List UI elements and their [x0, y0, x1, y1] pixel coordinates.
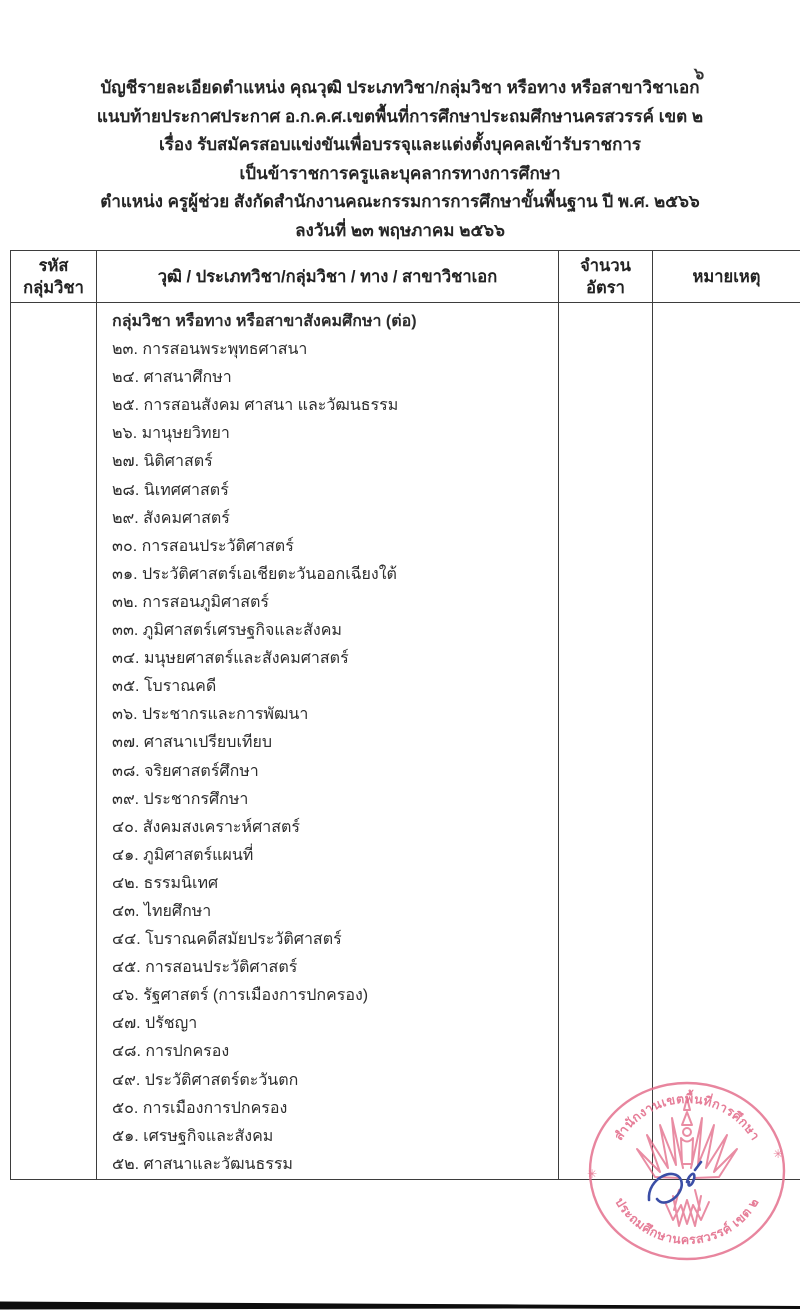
stamp-star-left-icon: ✳ [587, 1167, 598, 1181]
official-seal-stamp [577, 1078, 797, 1270]
subject-item: ๕๒. ศาสนาและวัฒนธรรม [112, 1155, 293, 1173]
header-line-1: บัญชีรายละเอียดตำแหน่ง คุณวุฒิ ประเภทวิชา/กลุ่มวิชา หรือทาง หรือสาขาวิชาเอก [100, 78, 700, 97]
col-header-count-line2: อัตรา [586, 278, 625, 297]
subject-item: ๓๙. ประชากรศึกษา [112, 790, 249, 808]
subject-item: ๒๔. ศาสนาศึกษา [112, 369, 232, 387]
subject-item: ๕๑. เศรษฐกิจและสังคม [112, 1127, 274, 1145]
group-title: กลุ่มวิชา หรือทาง หรือสาขาสังคมศึกษา (ต่อ) [112, 313, 417, 330]
col-header-count [559, 251, 653, 302]
header-line-6: ลงวันที่ ๒๓ พฤษภาคม ๒๕๖๖ [295, 220, 505, 240]
col-header-remarks: หมายเหตุ [692, 267, 761, 286]
subject-item: ๓๓. ภูมิศาสตร์เศรษฐกิจและสังคม [112, 622, 342, 640]
subject-item: ๔๙. ประวัติศาสตร์ตะวันตก [112, 1071, 299, 1089]
header-line-3: เรื่อง รับสมัครสอบแข่งขันเพื่อบรรจุและแต่งตั้งบุคคลเข้ารับราชการ [158, 135, 642, 154]
subject-item: ๒๕. การสอนสังคม ศาสนา และวัฒนธรรม [112, 397, 399, 415]
document-header [0, 74, 800, 245]
subject-item: ๔๗. ปรัชญา [112, 1015, 198, 1033]
col-header-qualification: วุฒิ / ประเภทวิชา/กลุ่มวิชา / ทาง / สาขาวิชาเอก [97, 251, 559, 302]
remarks-cell [653, 303, 800, 1179]
group-code-cell [11, 303, 97, 1179]
subject-item: ๒๘. นิเทศศาสตร์ [112, 481, 229, 499]
subject-item: ๓๖. ประชากรและการพัฒนา [112, 706, 309, 724]
col-header-group-code-line1: รหัส [38, 256, 69, 275]
subject-item: ๔๕. การสอนประวัติศาสตร์ [112, 959, 298, 977]
subject-item: ๓๐. การสอนประวัติศาสตร์ [112, 537, 294, 555]
header-line-2: แนบท้ายประกาศประกาศ อ.ก.ค.ศ.เขตพื้นที่การศึกษาประถมศึกษานครสวรรค์ เขต ๒ [96, 106, 704, 126]
subject-item: ๓๗. ศาสนาเปรียบเทียบ [112, 734, 272, 752]
col-header-group-code-line2: กลุ่มวิชา [23, 278, 84, 297]
subject-item: ๒๓. การสอนพระพุทธศาสนา [112, 341, 308, 359]
header-line-5: ตำแหน่ง ครูผู้ช่วย สังกัดสำนักงานคณะกรรมการการศึกษาขั้นพื้นฐาน ปี พ.ศ. ๒๕๖๖ [100, 192, 700, 211]
scan-edge-artifact [0, 1298, 800, 1310]
col-header-group-code [11, 251, 97, 302]
subject-item: ๒๗. นิติศาสตร์ [112, 453, 213, 471]
subject-item: ๔๒. ธรรมนิเทศ [112, 874, 219, 892]
subject-items [112, 336, 558, 1179]
header-line-4: เป็นข้าราชการครูและบุคลากรทางการศึกษา [239, 163, 561, 183]
garuda-emblem [637, 1098, 737, 1226]
subject-item: ๔๓. ไทยศึกษา [112, 902, 212, 920]
count-cell [559, 303, 653, 1179]
subject-item: ๓๒. การสอนภูมิศาสตร์ [112, 593, 269, 611]
subject-item: ๔๖. รัฐศาสตร์ (การเมืองการปกครอง) [112, 987, 369, 1005]
stamp-star-right-icon: ✳ [773, 1147, 784, 1161]
subject-item: ๔๔. โบราณคดีสมัยประวัติศาสตร์ [112, 931, 342, 949]
positions-table [10, 250, 800, 1180]
subject-item: ๔๐. สังคมสงเคราะห์ศาสตร์ [112, 818, 300, 836]
subject-list-cell [97, 303, 559, 1179]
subject-item: ๒๙. สังคมศาสตร์ [112, 509, 230, 527]
subject-item: ๕๐. การเมืองการปกครอง [112, 1099, 288, 1117]
stamp-arc-bottom-text: ประถมศึกษานครสวรรค์ เขต ๒ [612, 1195, 762, 1248]
table-header-row [11, 251, 800, 303]
stamp-arc-top-text: สำนักงานเขตพื้นที่การศึกษา [611, 1091, 763, 1144]
subject-item: ๓๘. จริยศาสตร์ศึกษา [112, 762, 259, 780]
subject-item: ๓๔. มนุษยศาสตร์และสังคมศาสตร์ [112, 650, 349, 668]
col-header-count-line1: จำนวน [580, 256, 631, 275]
page-number: ๖ [694, 66, 705, 83]
subject-item: ๔๑. ภูมิศาสตร์แผนที่ [112, 846, 254, 864]
subject-item: ๓๕. โบราณคดี [112, 678, 217, 696]
subject-item: ๒๖. มานุษยวิทยา [112, 425, 230, 443]
table-body-row [11, 303, 800, 1179]
subject-item: ๓๑. ประวัติศาสตร์เอเชียตะวันออกเฉียงใต้ [112, 565, 397, 583]
subject-item: ๔๘. การปกครอง [112, 1043, 230, 1061]
